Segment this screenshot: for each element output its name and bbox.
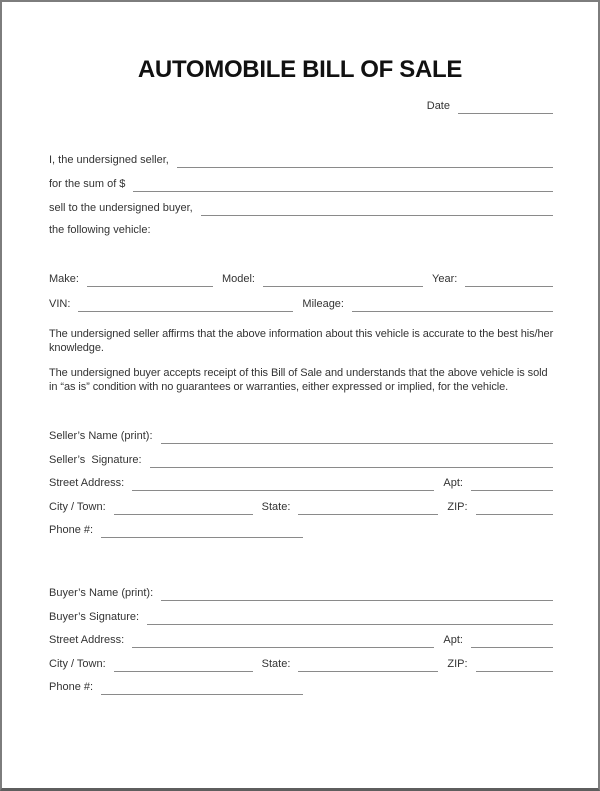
seller-city-state-zip-row xyxy=(49,499,553,515)
make-model-year-row xyxy=(49,271,553,287)
make-label: Make: xyxy=(49,273,79,285)
undersigned-seller-label: I, the undersigned seller, xyxy=(49,154,169,166)
following-vehicle-row xyxy=(49,222,553,238)
buyer-street-address-field[interactable] xyxy=(132,631,434,648)
buyer-acceptance-line-2: in “as is” condition with no guarantees or warranties, either expressed or implied, for the vehicle. xyxy=(49,381,509,393)
buyer-apt-label: Apt: xyxy=(443,634,463,646)
buyer-state-label: State: xyxy=(261,658,291,670)
undersigned-seller-row xyxy=(49,152,553,168)
seller-city-field[interactable] xyxy=(114,498,253,515)
sale-amount-field[interactable] xyxy=(133,175,553,192)
seller-street-row xyxy=(49,475,553,491)
sale-amount-label: for the sum of $ xyxy=(49,178,126,190)
buyer-name-label: Buyer’s Name (print): xyxy=(49,587,154,599)
seller-apt-label: Apt: xyxy=(443,477,463,489)
form-title: AUTOMOBILE BILL OF SALE xyxy=(137,56,463,83)
model-label: Model: xyxy=(221,273,255,285)
buyer-city-state-zip-row xyxy=(49,656,553,672)
make-field[interactable] xyxy=(87,270,213,287)
seller-apt-field[interactable] xyxy=(471,474,553,491)
model-field[interactable] xyxy=(263,270,423,287)
seller-signature-row xyxy=(49,452,553,468)
date-field[interactable] xyxy=(458,97,553,114)
seller-phone-row xyxy=(49,522,553,538)
buyer-street-row xyxy=(49,632,553,648)
buyer-signature-row xyxy=(49,609,553,625)
buyer-phone-row xyxy=(49,679,553,695)
buyer-city-field[interactable] xyxy=(114,655,253,672)
seller-signature-label: Seller’s Signature: xyxy=(49,454,142,466)
undersigned-buyer-label: sell to the undersigned buyer, xyxy=(49,202,193,214)
buyer-name-row xyxy=(49,585,553,601)
seller-street-address-label: Street Address: xyxy=(49,477,125,489)
buyer-signature-field[interactable] xyxy=(147,608,553,625)
date-label: Date xyxy=(426,100,450,112)
vin-mileage-row xyxy=(49,296,553,312)
buyer-name-field[interactable] xyxy=(161,584,553,601)
year-label: Year: xyxy=(432,273,458,285)
undersigned-seller-field[interactable] xyxy=(177,151,553,168)
vin-label: VIN: xyxy=(49,298,71,310)
year-field[interactable] xyxy=(465,270,553,287)
seller-affirmation-line-1: The undersigned seller affirms that the above information about this vehicle is accurate to the best his/her xyxy=(49,328,554,340)
seller-affirmation-text xyxy=(49,327,558,355)
date-row xyxy=(49,98,553,114)
seller-signature-field[interactable] xyxy=(150,451,553,468)
seller-name-field[interactable] xyxy=(161,427,553,444)
seller-street-address-field[interactable] xyxy=(132,474,434,491)
buyer-state-field[interactable] xyxy=(298,655,438,672)
seller-phone-label: Phone #: xyxy=(49,524,94,536)
undersigned-buyer-field[interactable] xyxy=(201,199,553,216)
seller-name-label: Seller’s Name (print): xyxy=(49,430,153,442)
buyer-street-address-label: Street Address: xyxy=(49,634,125,646)
mileage-label: Mileage: xyxy=(302,298,344,310)
buyer-phone-label: Phone #: xyxy=(49,681,94,693)
seller-state-field[interactable] xyxy=(298,498,438,515)
seller-zip-field[interactable] xyxy=(476,498,553,515)
seller-affirmation-line-2: knowledge. xyxy=(49,342,104,354)
seller-zip-label: ZIP: xyxy=(447,501,468,513)
undersigned-buyer-row xyxy=(49,200,553,216)
buyer-acceptance-line-1: The undersigned buyer accepts receipt of this Bill of Sale and understands that the above vehicle is sold xyxy=(49,367,548,379)
buyer-zip-label: ZIP: xyxy=(447,658,468,670)
seller-state-label: State: xyxy=(261,501,291,513)
mileage-field[interactable] xyxy=(352,295,553,312)
following-vehicle-label: the following vehicle: xyxy=(49,224,151,236)
buyer-phone-field[interactable] xyxy=(101,678,303,695)
sale-amount-row xyxy=(49,176,553,192)
buyer-apt-field[interactable] xyxy=(471,631,553,648)
buyer-signature-label: Buyer’s Signature: xyxy=(49,611,140,623)
seller-city-label: City / Town: xyxy=(49,501,106,513)
buyer-city-label: City / Town: xyxy=(49,658,106,670)
buyer-zip-field[interactable] xyxy=(476,655,553,672)
seller-phone-field[interactable] xyxy=(101,521,303,538)
seller-name-row xyxy=(49,428,553,444)
vin-field[interactable] xyxy=(78,295,293,312)
buyer-acceptance-text xyxy=(49,366,558,394)
